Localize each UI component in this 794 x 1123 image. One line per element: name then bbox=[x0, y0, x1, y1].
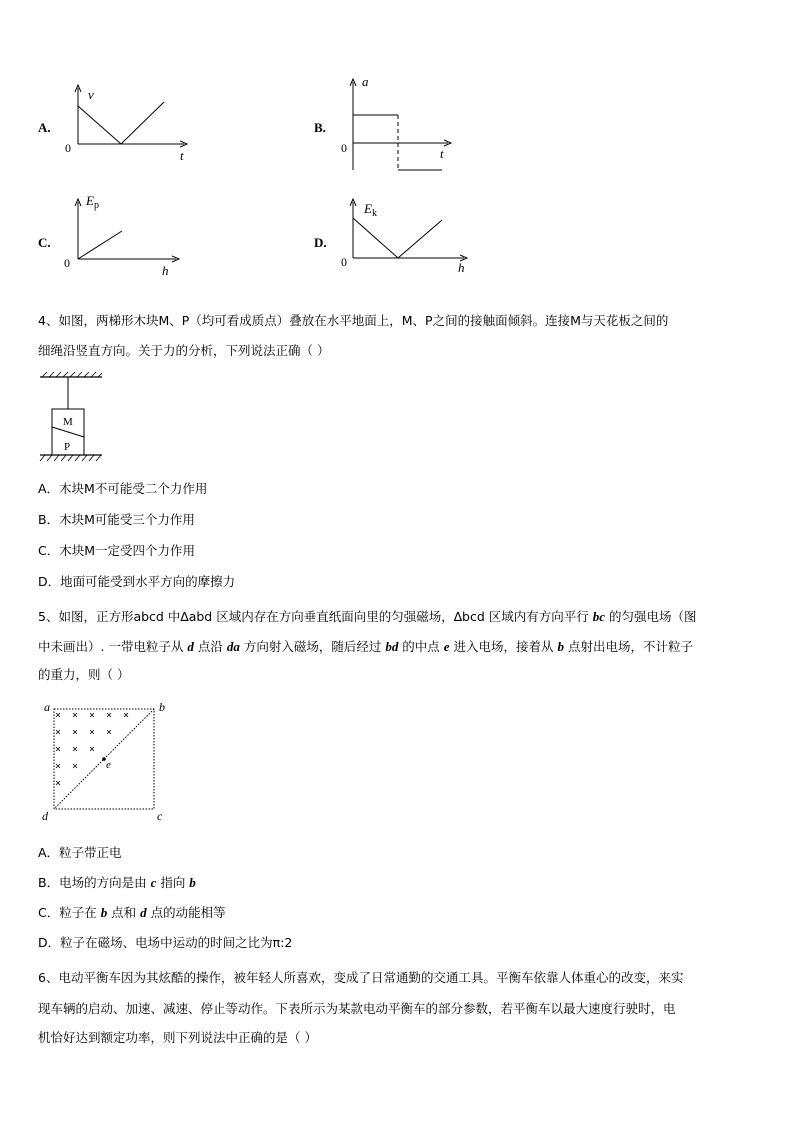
q5-stem-line-3: 的重力，则（ ） bbox=[38, 667, 130, 682]
x-axis-label: h bbox=[458, 260, 465, 275]
origin-label: 0 bbox=[341, 141, 347, 155]
option-c-label: C. bbox=[38, 235, 51, 250]
midpoint-e-label: e bbox=[106, 759, 111, 771]
q4-choice-b[interactable]: B．木块M可能受三个力作用 bbox=[38, 512, 195, 527]
origin-label: 0 bbox=[65, 141, 71, 155]
x-axis-label: t bbox=[440, 146, 444, 161]
origin-label: 0 bbox=[341, 255, 347, 269]
svg-text:Ek bbox=[363, 201, 377, 219]
svg-text:Ep bbox=[85, 193, 99, 211]
corner-b-label: b bbox=[159, 700, 165, 714]
y-axis-subscript: k bbox=[371, 208, 377, 219]
graph-v-t bbox=[58, 82, 198, 164]
q5-stem-line-1: 5、如图，正方形abcd 中∆abd 区域内存在方向垂直纸面向里的匀强磁场，∆bcd 区域内有方向平行 bc 的匀强电场（图 bbox=[38, 609, 697, 624]
y-axis-label: a bbox=[362, 74, 369, 89]
q5-choice-c[interactable]: C．粒子在 b 点和 d 点的动能相等 bbox=[38, 905, 226, 920]
q5-stem-line-2: 中未画出）. 一带电粒子从 d 点沿 da 方向射入磁场，随后经过 bd 的中点 e 进入电场，接着从 b 点射出电场，不计粒子 bbox=[38, 639, 693, 654]
option-a-label: A. bbox=[38, 120, 51, 135]
block-p-label: P bbox=[64, 441, 71, 453]
q5-figure-square-field bbox=[38, 698, 172, 824]
option-d-label: D. bbox=[314, 235, 327, 250]
q4-figure-blocks bbox=[38, 372, 108, 466]
x-axis-label: h bbox=[162, 263, 169, 278]
origin-label: 0 bbox=[64, 256, 70, 270]
corner-c-label: c bbox=[157, 809, 163, 823]
corner-d-label: d bbox=[42, 809, 48, 823]
q6-stem-line-1: 6、电动平衡车因为其炫酷的操作，被年轻人所喜欢，变成了日常通勤的交通工具。平衡车依靠人体重心的改变，来实 bbox=[38, 970, 684, 985]
graph-ek-h bbox=[336, 192, 476, 280]
y-axis-label: E bbox=[86, 193, 94, 208]
option-b-label: B. bbox=[314, 120, 326, 135]
q5-choice-d[interactable]: D．粒子在磁场、电场中运动的时间之比为π:2 bbox=[38, 935, 293, 950]
q4-stem-line-2: 细绳沿竖直方向。关于力的分析，下列说法正确（ ） bbox=[38, 343, 330, 358]
x-axis-label: t bbox=[180, 148, 184, 163]
q6-stem-line-3: 机恰好达到额定功率，则下列说法中正确的是（ ） bbox=[38, 1030, 317, 1045]
q5-choice-a[interactable]: A．粒子带正电 bbox=[38, 845, 122, 860]
block-m-label: M bbox=[63, 416, 73, 428]
graph-ep-h bbox=[58, 188, 198, 280]
corner-a-label: a bbox=[44, 700, 50, 714]
y-axis-label: v bbox=[88, 87, 94, 102]
graph-a-t bbox=[336, 72, 456, 176]
q4-choice-a[interactable]: A．木块M不可能受二个力作用 bbox=[38, 481, 208, 496]
q4-choice-c[interactable]: C．木块M一定受四个力作用 bbox=[38, 543, 196, 558]
y-axis-subscript: p bbox=[93, 200, 99, 211]
q4-choice-d[interactable]: D．地面可能受到水平方向的摩擦力 bbox=[38, 574, 236, 589]
y-axis-label: E bbox=[364, 201, 372, 216]
q6-stem-line-2: 现车辆的启动、加速、减速、停止等动作。下表所示为某款电动平衡车的部分参数，若平衡车以最大速度行驶时，电 bbox=[38, 1001, 676, 1016]
q5-choice-b[interactable]: B．电场的方向是由 c 指向 b bbox=[38, 875, 196, 890]
q4-stem-line-1: 4、如图，两梯形木块M、P（均可看成质点）叠放在水平地面上，M、P之间的接触面倾斜。连接M与天花板之间的 bbox=[38, 313, 669, 328]
